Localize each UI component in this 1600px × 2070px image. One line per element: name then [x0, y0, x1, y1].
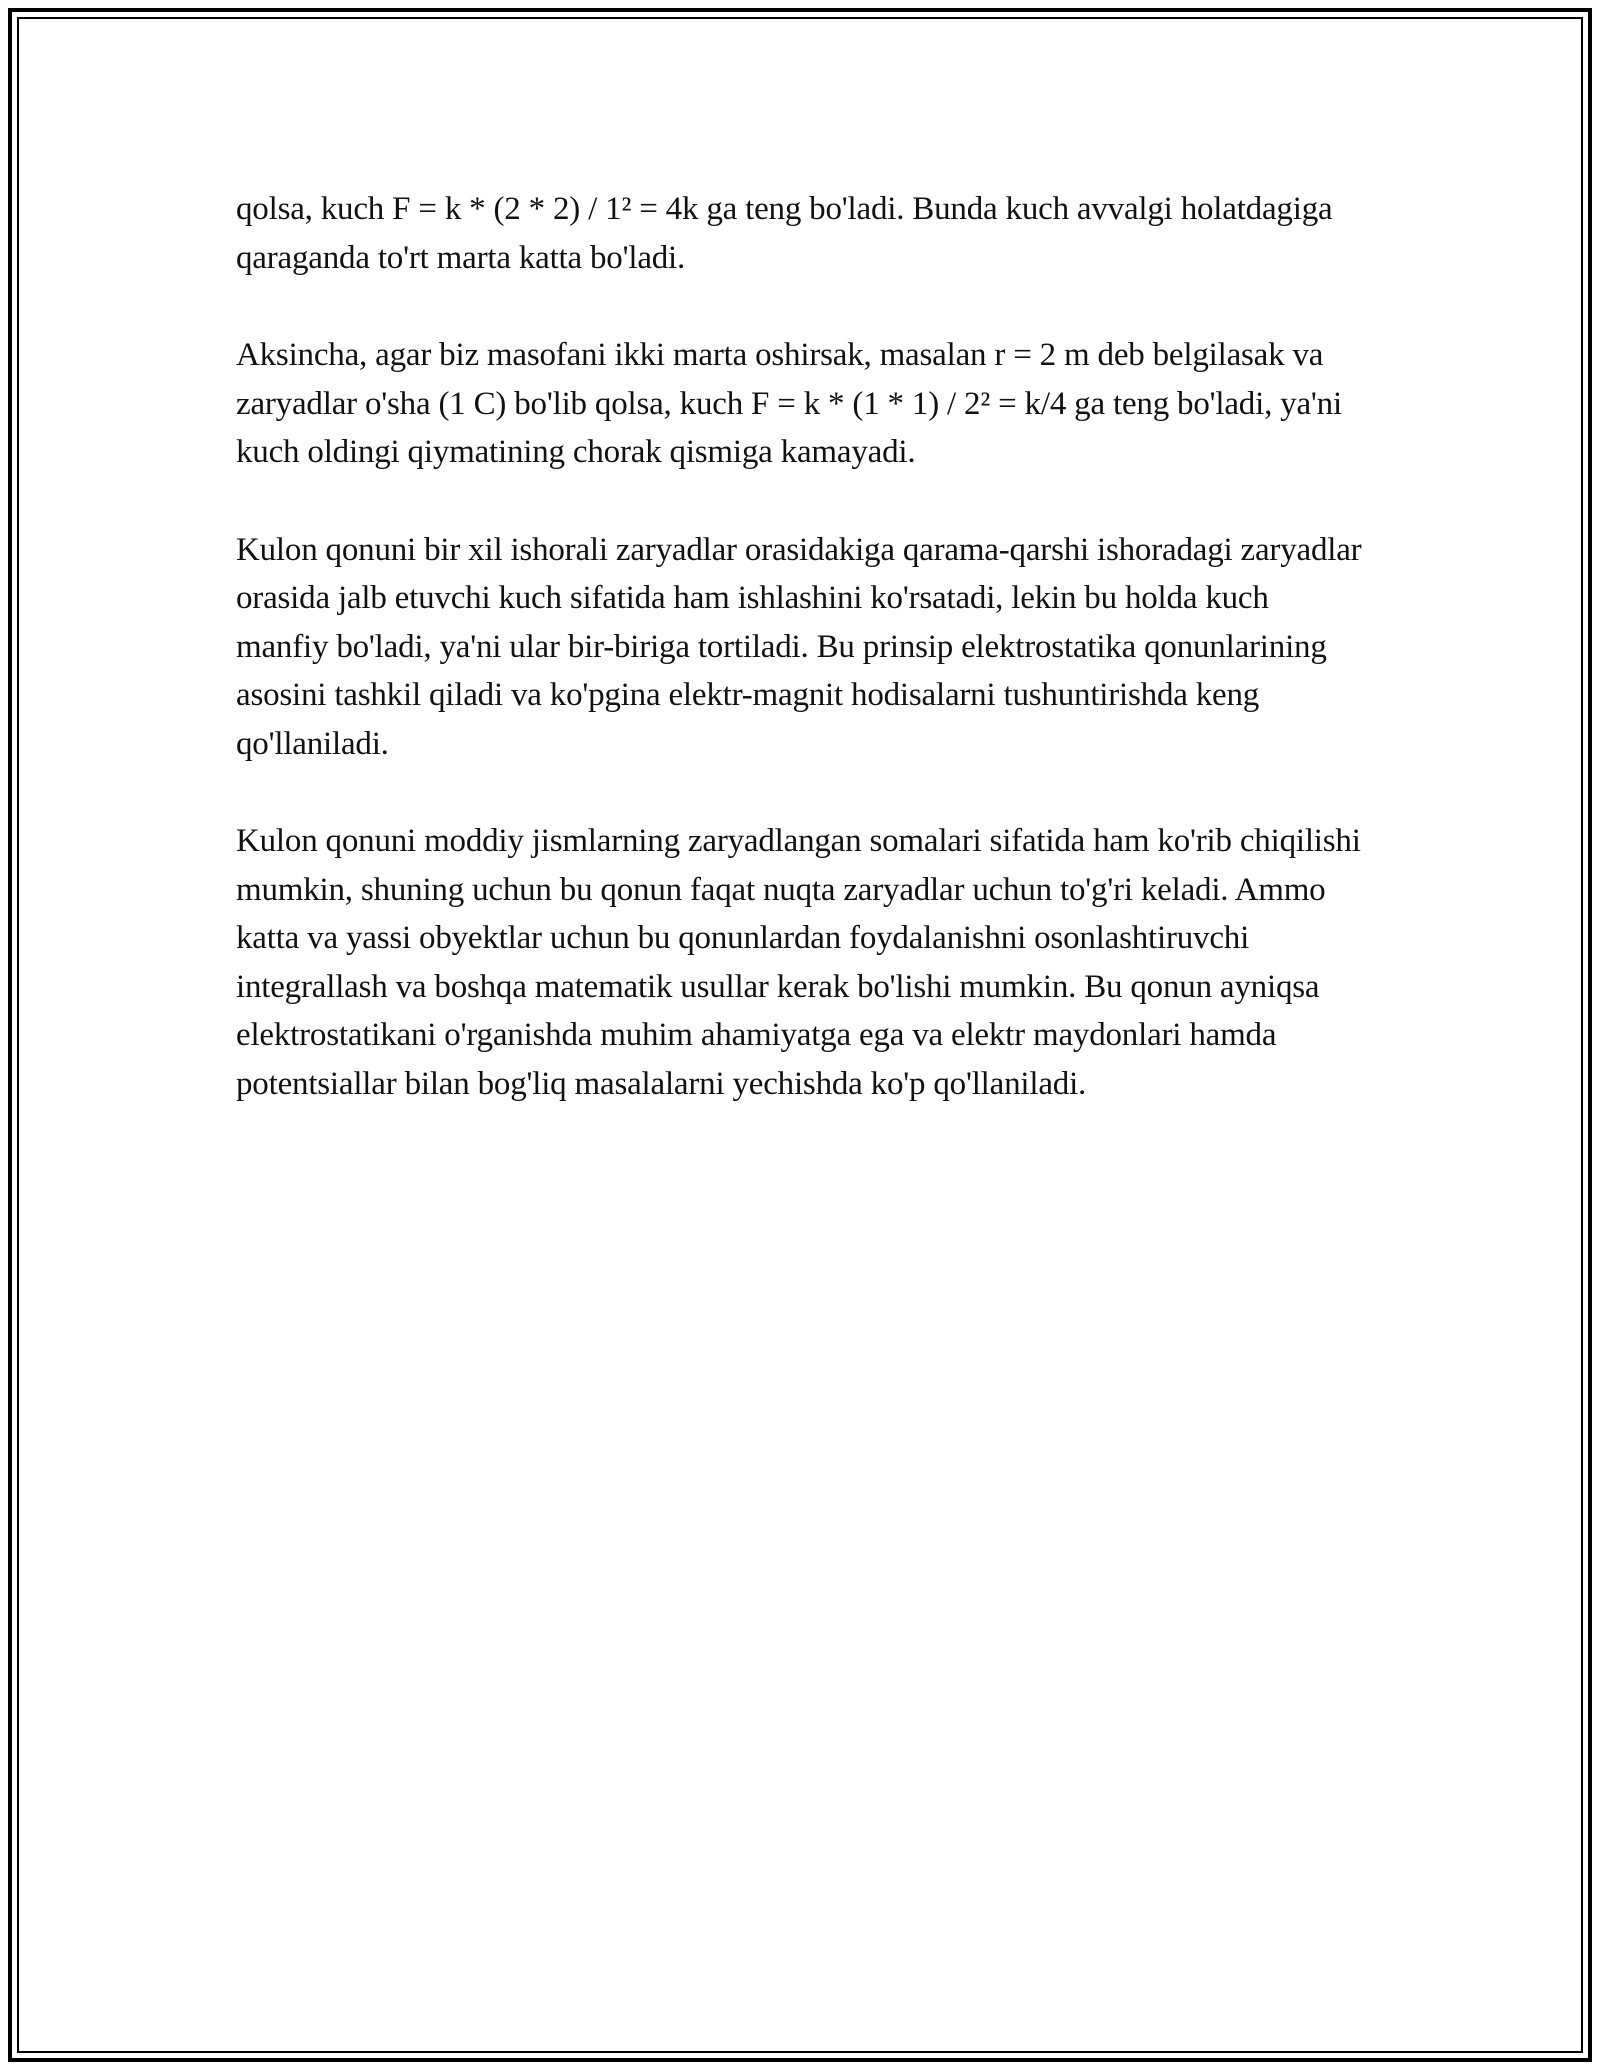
document-body	[236, 185, 1366, 1157]
paragraph-1: qolsa, kuch F = k * (2 * 2) / 1² = 4k ga teng bo'ladi. Bunda kuch avvalgi holatdagiga qaraganda to'rt marta katta bo'ladi.	[236, 191, 1333, 276]
paragraph-3: Kulon qonuni bir xil ishorali zaryadlar orasidakiga qarama-qarshi ishoradagi zaryadlar orasida jalb etuvchi kuch sifatida ham ishlashini ko'rsatadi, lekin bu holda kuch manfiy bo'ladi, ya'ni ular bir-biriga tortiladi. Bu prinsip elektrostatika qonunlarining asosini tashkil qiladi va ko'pgina elektr-magnit hodisalarni tushuntirishda keng qo'llaniladi.	[236, 531, 1362, 762]
paragraph-2: Aksincha, agar biz masofani ikki marta oshirsak, masalan r = 2 m deb belgilasak va zaryadlar o'sha (1 C) bo'lib qolsa, kuch F = k * (1 * 1) / 2² = k/4 ga teng bo'ladi, ya'ni kuch oldingi qiymatining chorak qismiga kamayadi.	[236, 337, 1342, 470]
paragraph-4: Kulon qonuni moddiy jismlarning zaryadlangan somalari sifatida ham ko'rib chiqilishi mumkin, shuning uchun bu qonun faqat nuqta zaryadlar uchun to'g'ri keladi. Ammo katta va yassi obyektlar uchun bu qonunlardan foydalanishni osonlashtiruvchi integrallash va boshqa matematik usullar kerak bo'lishi mumkin. Bu qonun ayniqsa elektrostatikani o'rganishda muhim ahamiyatga ega va elektr maydonlari hamda potentsiallar bilan bog'liq masalalarni yechishda ko'p qo'llaniladi.	[236, 823, 1361, 1102]
